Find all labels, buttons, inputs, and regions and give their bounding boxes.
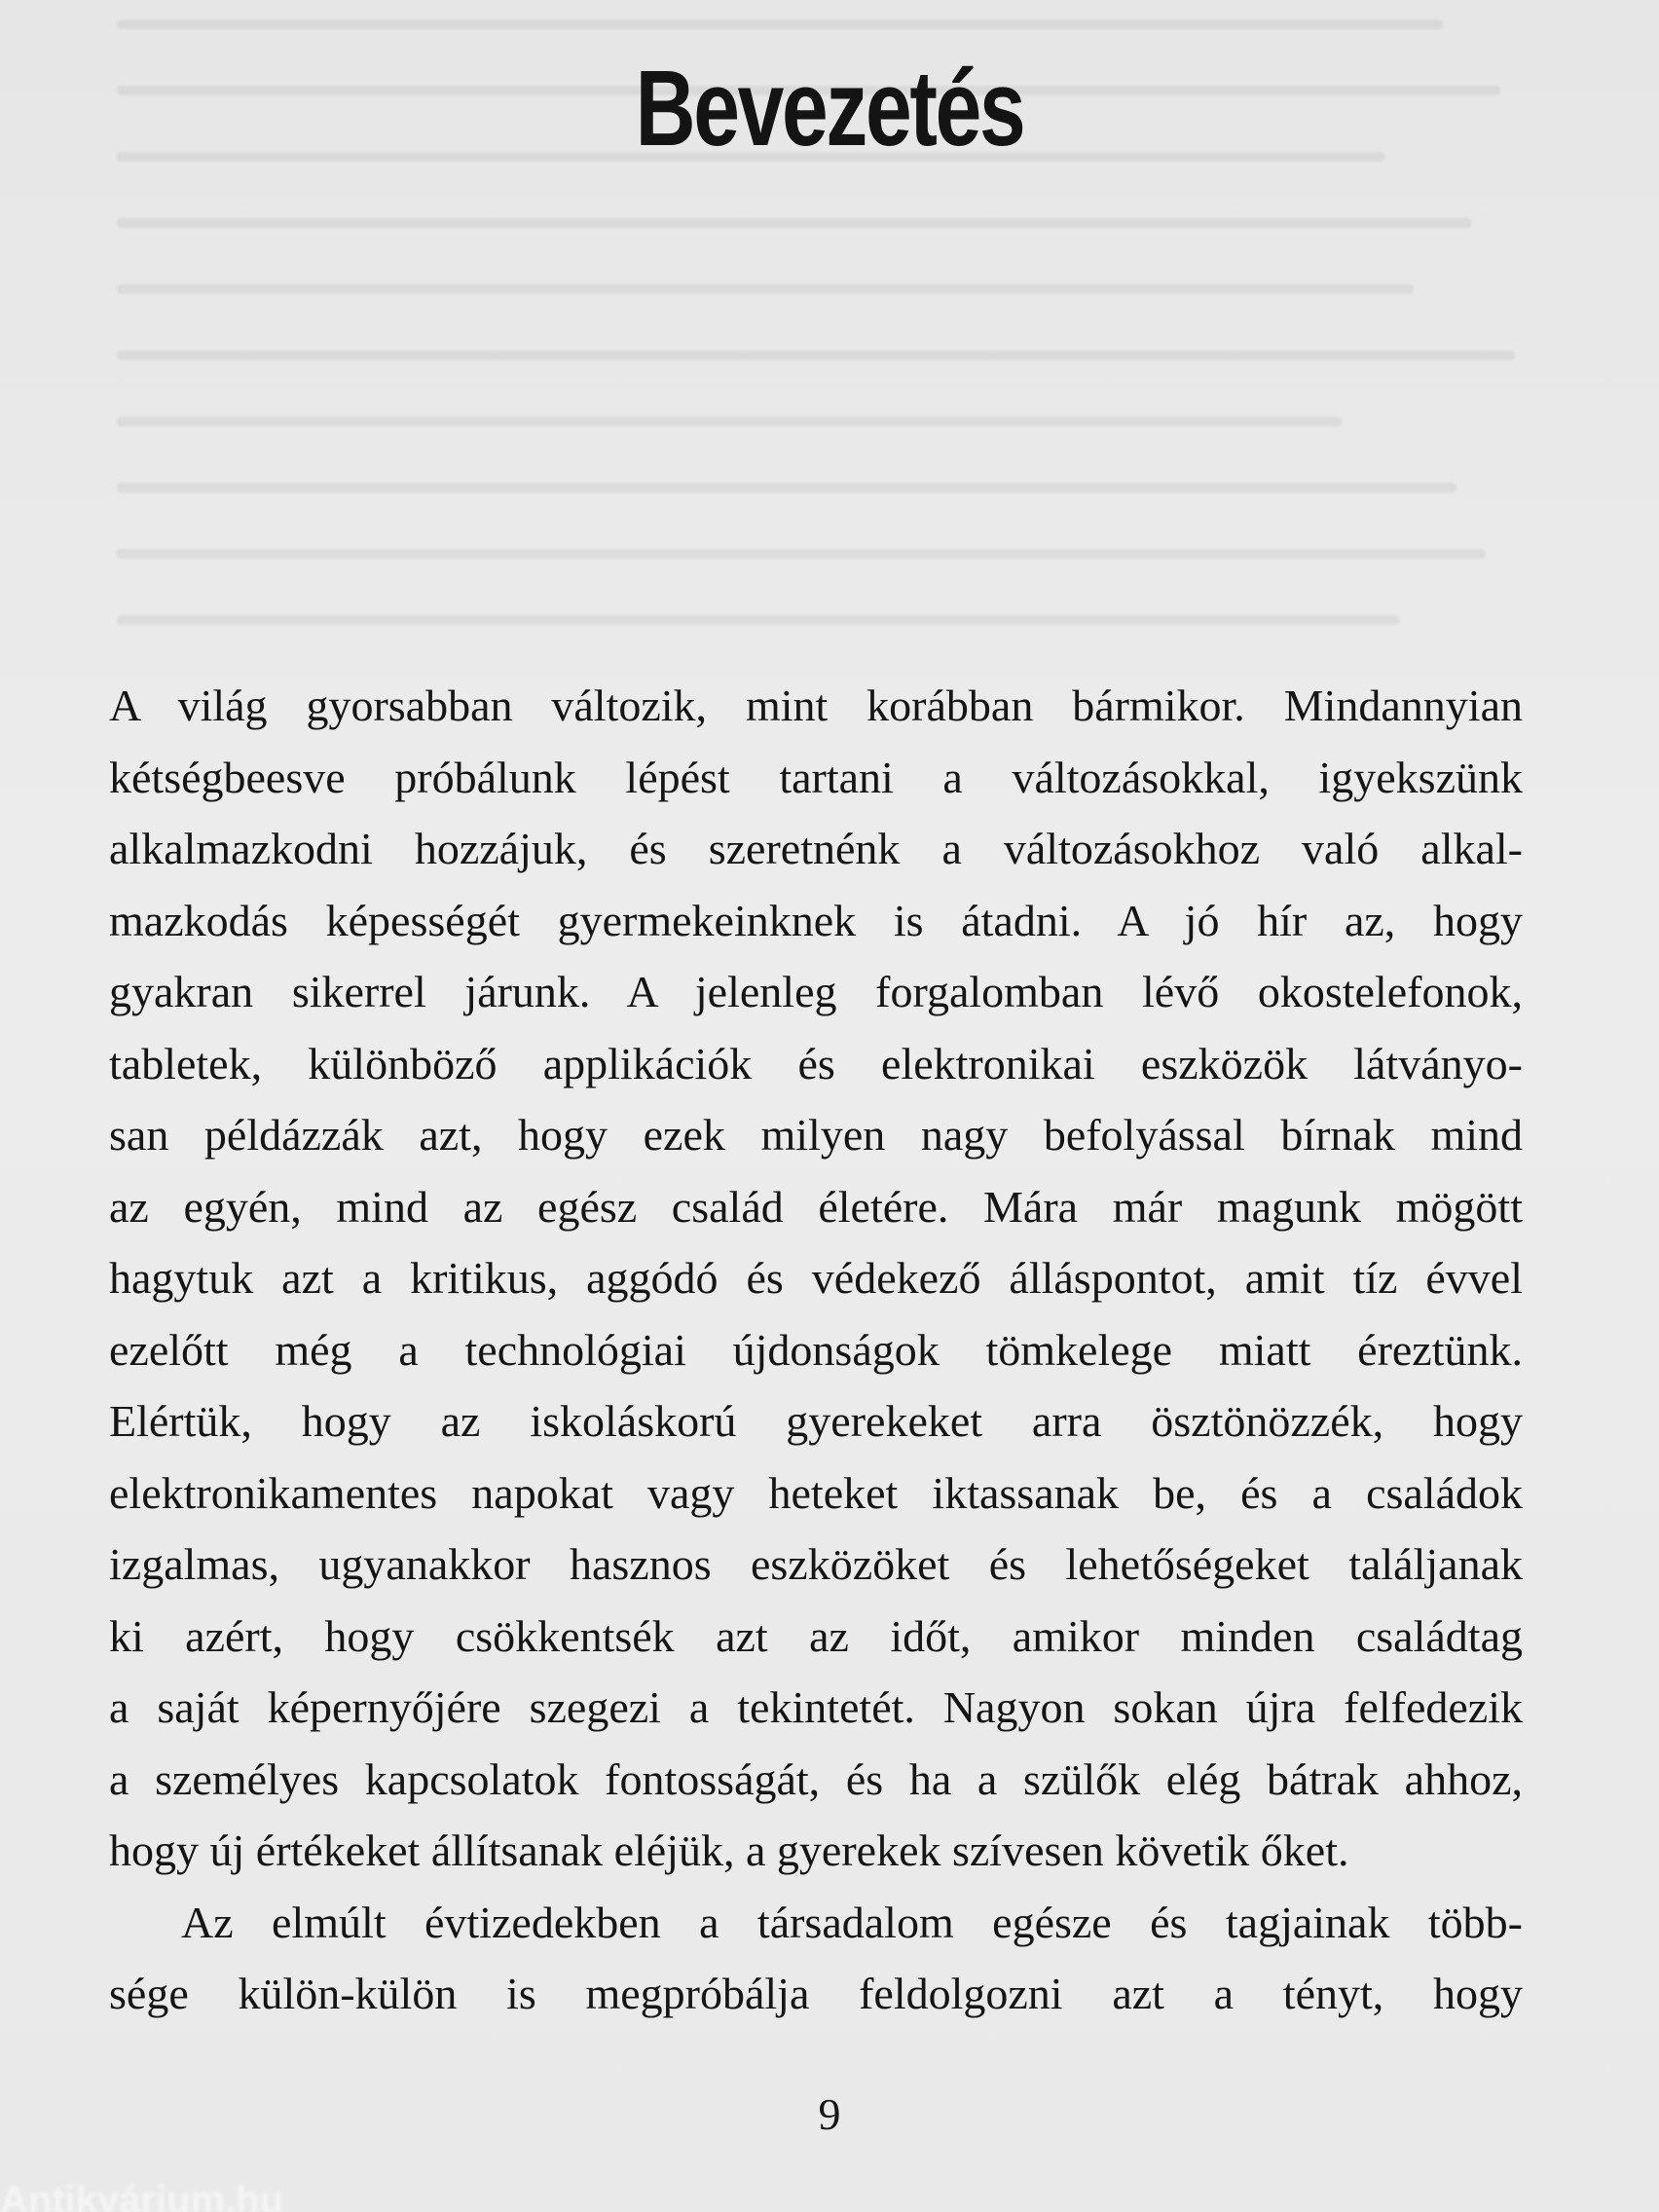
chapter-title: Bevezetés bbox=[635, 49, 1024, 168]
text-line: ezelőtt még a technológiai újdonságok tömkelege miatt éreztünk. bbox=[109, 1324, 1523, 1375]
text-line: Az elmúlt évtizedekben a társadalom egésze és tagjainak több- bbox=[181, 1897, 1523, 1947]
paragraph bbox=[109, 670, 1523, 1887]
body-text bbox=[109, 670, 1523, 2030]
text-line: a saját képernyőjére szegezi a tekintetét. Nagyon sokan újra felfedezik bbox=[109, 1682, 1523, 1732]
text-line: elektronikamentes napokat vagy heteket iktassanak be, és a családok bbox=[109, 1467, 1523, 1518]
text-line: ki azért, hogy csökkentsék azt az időt, amikor minden családtag bbox=[109, 1610, 1523, 1661]
text-line: hogy új értékeket állítsanak eléjük, a gyerekek szívesen követik őket. bbox=[109, 1825, 1349, 1875]
text-line: kétségbeesve próbálunk lépést tartani a változásokkal, igyekszünk bbox=[109, 752, 1523, 802]
text-line: A világ gyorsabban változik, mint korábban bármikor. Mindannyian bbox=[109, 681, 1523, 730]
watermark: Antikvárium.hu bbox=[0, 2179, 284, 2212]
text-line: san példázzák azt, hogy ezek milyen nagy befolyással bírnak mind bbox=[109, 1110, 1523, 1160]
text-line: tabletek, különböző applikációk és elektronikai eszközök látványo- bbox=[109, 1038, 1523, 1088]
text-line: gyakran sikerrel járunk. A jelenleg forgalomban lévő okostelefonok, bbox=[109, 967, 1523, 1016]
text-line: sége külön-külön is megpróbálja feldolgozni azt a tényt, hogy bbox=[109, 1969, 1523, 2018]
paragraph bbox=[109, 1887, 1523, 2030]
text-line: az egyén, mind az egész család életére. Mára már magunk mögött bbox=[109, 1181, 1523, 1232]
text-line: hagytuk azt a kritikus, aggódó és védekező álláspontot, amit tíz évvel bbox=[109, 1253, 1523, 1303]
text-line: Elértük, hogy az iskoláskorú gyerekeket arra ösztönözzék, hogy bbox=[109, 1396, 1523, 1446]
text-line: mazkodás képességét gyermekeinknek is átadni. A jó hír az, hogy bbox=[109, 895, 1523, 945]
text-line: alkalmazkodni hozzájuk, és szeretnénk a változásokhoz való alkal- bbox=[109, 824, 1523, 873]
page-number: 9 bbox=[818, 2089, 841, 2139]
text-line: izgalmas, ugyanakkor hasznos eszközöket és lehetőségeket találjanak bbox=[109, 1539, 1523, 1589]
text-line: a személyes kapcsolatok fontosságát, és ha a szülők elég bátrak ahhoz, bbox=[109, 1753, 1523, 1804]
